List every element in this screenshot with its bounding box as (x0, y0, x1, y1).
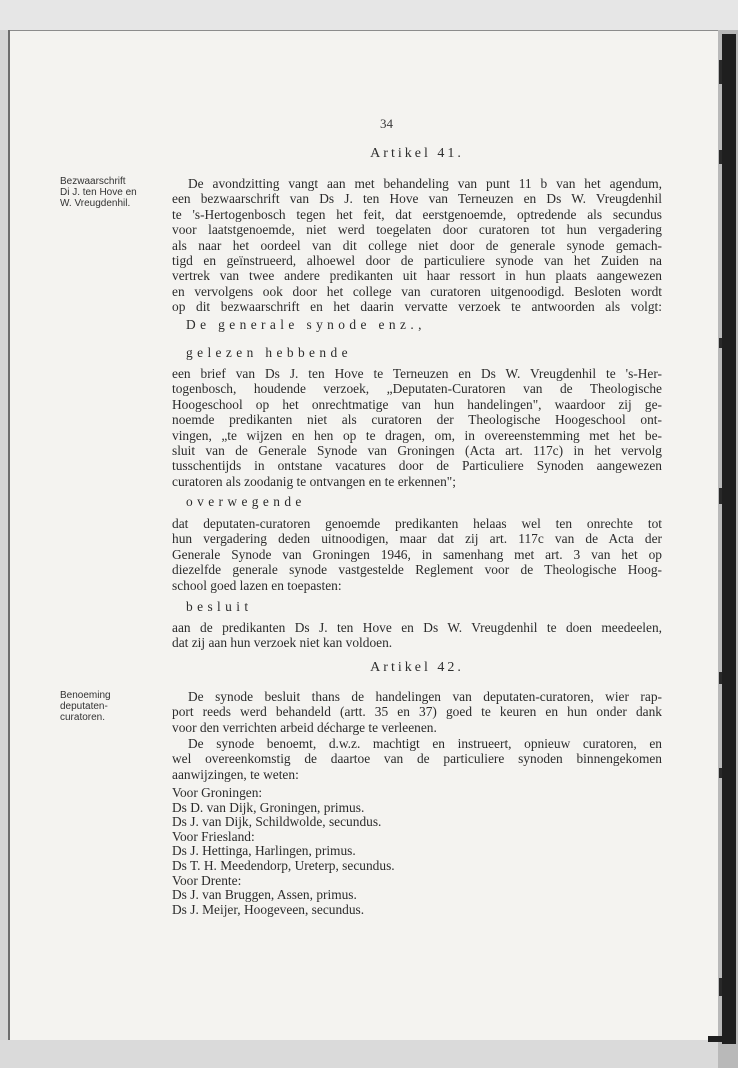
curatoren-appointments (172, 786, 572, 917)
margin-note-line: curatoren. (60, 712, 106, 723)
text-line: De avondzitting vangt aan met behandeling van punt 11 b van het agendum, (188, 176, 662, 191)
gelezen-text (172, 366, 662, 489)
scan-bottom-border (0, 1040, 718, 1068)
page-left-edge (8, 30, 10, 1040)
text-line: als naar het oordeel van dit college niet door de generale synode gemach- (172, 237, 662, 253)
region-heading: Voor Friesland: (172, 828, 255, 844)
text-line: vingen, „te wijzen en hen op te dragen, om, in overeenstemming met het be- (172, 427, 662, 443)
synode-label: De generale synode enz., (186, 317, 426, 332)
text-line: tigd en geïnstrueerd, alhoewel door de particuliere synode van het Zuiden na (172, 252, 662, 268)
region-heading: Voor Drente: (172, 872, 242, 888)
margin-note-benoeming (60, 690, 170, 723)
appointment-line: Ds J. van Dijk, Schildwolde, secundus. (172, 814, 382, 830)
text-line: port reeds werd behandeld (artt. 35 en 37) goed te keuren en hun onder dank (172, 704, 662, 720)
text-line: sluit van de Generale Synode van Groningen (Acta art. 117c) in het vervolg (172, 442, 662, 458)
text-line: De synode benoemt, d.w.z. machtigt en instrueert, opnieuw curatoren, en (188, 736, 662, 751)
appointment-line: Ds J. Meijer, Hoogeveen, secundus. (172, 901, 365, 917)
text-line: dat zij aan hun verzoek niet kan voldoen. (172, 635, 393, 651)
appointment-line: Ds J. van Bruggen, Assen, primus. (172, 887, 357, 903)
text-line: hun vergadering deden uitnoodigen, maar dat zij art. 117c van de Acta der (172, 531, 662, 547)
gelezen-hebbende-label: gelezen hebbende (186, 345, 352, 360)
article-41-paragraph (172, 176, 662, 315)
overwegende-text (172, 516, 662, 593)
text-line: wel overeenkomstig de daartoe van de particuliere synoden binnengekomen (172, 751, 662, 767)
text-line: op dit bezwaarschrift en het daarin vervatte verzoek te antwoorden als volgt: (172, 299, 662, 315)
overwegende-label: overwegende (186, 494, 306, 509)
text-line: en vervolgens ook door het college van curatoren uitgenoodigd. Besloten wordt (172, 283, 662, 299)
text-line: noemde predikanten niet als curatoren der Theologische Hoogeschool ont- (172, 412, 662, 428)
text-line: tusschentijds in ontstane vacatures door de Particuliere Synoden aangewezen (172, 458, 662, 474)
text-line: curatoren als zoodanig te ontvangen en te erkennen"; (172, 473, 456, 489)
text-line: een bezwaarschrift van Ds J. ten Hove van Terneuzen en Ds W. Vreugdenhil (172, 191, 662, 207)
appointment-line: Ds D. van Dijk, Groningen, primus. (172, 799, 365, 815)
scan-right-shadow (722, 34, 736, 1044)
article-41-heading: Artikel 41. (370, 146, 464, 161)
appointment-line: Ds J. Hettinga, Harlingen, primus. (172, 843, 356, 859)
text-line: Generale Synode van Groningen 1946, in samenhang met art. 3 van het op (172, 546, 662, 562)
scan-bottom-shadow (708, 1036, 736, 1042)
margin-note-line: deputaten- (60, 701, 108, 712)
appointment-line: Ds T. H. Meedendorp, Ureterp, secundus. (172, 857, 395, 873)
text-line: vertrek van twee andere predikanten uit haar ressort in hun plaats aangewezen (172, 268, 662, 284)
text-line: voor den verrichten arbeid décharge te verleenen. (172, 719, 437, 735)
scan-top-border (0, 0, 738, 30)
text-line: aan de predikanten Ds J. ten Hove en Ds W. Vreugdenhil te doen meedeelen, (172, 620, 662, 635)
text-line: togenbosch, houdende verzoek, „Deputaten-Curatoren van de Theologische (172, 381, 662, 397)
region-heading: Voor Groningen: (172, 785, 263, 800)
text-line: school goed lazen en toepasten: (172, 577, 342, 593)
margin-note-bezwaarschrift (60, 176, 170, 209)
text-line: dat deputaten-curatoren genoemde predikanten helaas wel ten onrechte tot (172, 516, 662, 531)
margin-note-line: W. Vreugdenhil. (60, 198, 131, 209)
text-line: een brief van Ds J. ten Hove te Terneuzen en Ds W. Vreugdenhil te 's-Her- (172, 366, 662, 381)
article-42-paragraph-1 (172, 689, 662, 735)
text-line: De synode besluit thans de handelingen van deputaten-curatoren, wier rap- (188, 689, 662, 704)
besluit-text (172, 620, 662, 651)
text-line: Hoogeschool op het onrechtmatige van hun handelingen", waardoor zij ge- (172, 396, 662, 412)
besluit-label: besluit (186, 599, 253, 614)
article-42-heading: Artikel 42. (370, 660, 464, 675)
article-42-paragraph-2 (172, 736, 662, 782)
margin-note-line: Benoeming (60, 690, 111, 701)
text-line: te 's-Hertogenbosch tegen het feit, dat eerstgenoemde, optredende als secundus (172, 206, 662, 222)
page-number: 34 (380, 116, 393, 131)
text-line: aanwijzingen, te weten: (172, 766, 299, 782)
text-line: voor laatstgenoemde, niet werd toegelaten door curatoren tot hun vergadering (172, 222, 662, 238)
margin-note-line: Di J. ten Hove en (60, 187, 137, 198)
text-line: diezelfde generale synode vastgestelde Reglement voor de Theologische Hoog- (172, 562, 662, 578)
margin-note-line: Bezwaarschrift (60, 176, 126, 187)
